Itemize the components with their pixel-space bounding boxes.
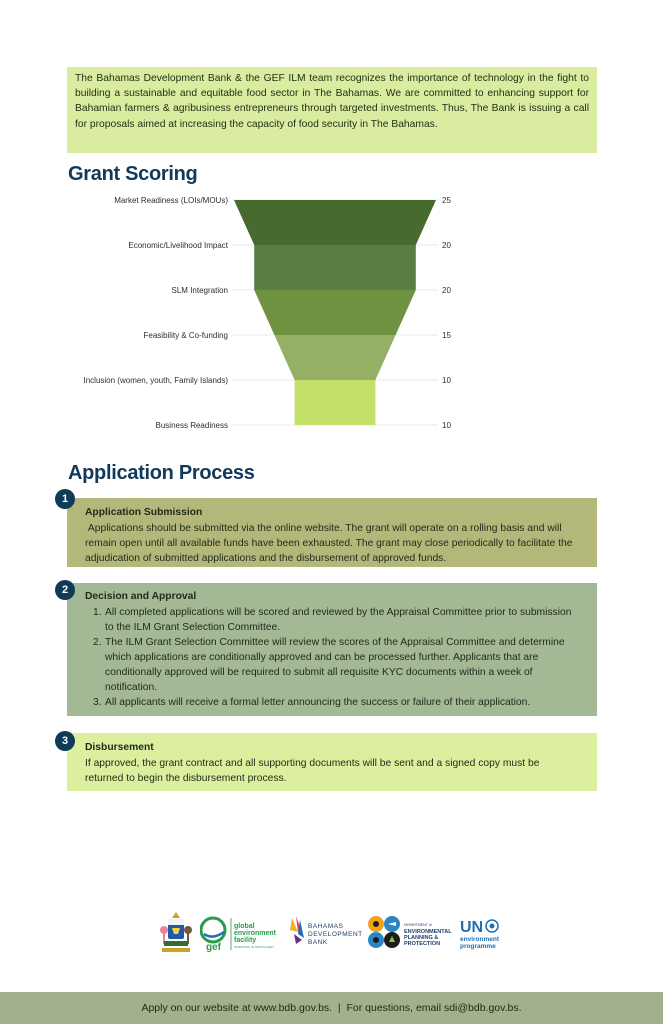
step-number-badge: 2	[55, 580, 75, 600]
un-line1: environment	[460, 936, 500, 943]
gef-line1: global	[234, 923, 255, 930]
bdb-line3: BANK	[308, 939, 328, 946]
step-application-submission	[67, 498, 597, 567]
un-environment-programme-logo	[458, 910, 508, 956]
bahamas-development-bank-logo	[286, 910, 364, 956]
list-item	[93, 635, 579, 695]
partner-logos	[158, 910, 508, 956]
list-number: 3.	[93, 697, 102, 708]
funnel-segment	[274, 335, 395, 380]
grant-scoring-funnel-chart	[0, 190, 663, 435]
step-heading: Decision and Approval	[85, 591, 197, 602]
step-number-badge: 3	[55, 731, 75, 751]
depp-line2: ENVIRONMENTAL	[404, 929, 452, 935]
value-label: 20	[442, 241, 451, 250]
funnel-segment	[254, 290, 416, 335]
un-line2: programme	[460, 943, 496, 950]
un-short: UN	[460, 919, 484, 936]
step-disbursement	[67, 733, 597, 791]
list-text: All completed applications will be scored and reviewed by the Appraisal Committee prior to submission to the ILM Grant Selection Committee.	[105, 607, 572, 633]
list-number: 1.	[93, 607, 102, 618]
step-heading: Disbursement	[85, 742, 154, 753]
category-label: Business Readiness	[155, 421, 228, 430]
value-label: 20	[442, 286, 451, 295]
bahamas-coat-of-arms-logo	[158, 910, 194, 956]
gef-line2: environment	[234, 930, 277, 937]
depp-line1: DEPARTMENT of	[404, 923, 432, 927]
bdb-line2: DEVELOPMENT	[308, 931, 363, 938]
funnel-segment	[295, 380, 376, 425]
category-label: Inclusion (women, youth, Family Islands)	[83, 376, 228, 385]
category-label: SLM Integration	[171, 286, 228, 295]
step-decision-and-approval	[67, 583, 597, 716]
list-text: The ILM Grant Selection Committee will review the scores of the Appraisal Committee and determine which applications are conditionally approved and can be processed further. Applicants that are conditionally approved will be required to submit all requisite KYC documents within a week of notification.	[105, 637, 565, 693]
grant-scoring-title: Grant Scoring	[68, 163, 198, 185]
value-label: 10	[442, 421, 451, 430]
gef-short-text: gef	[206, 942, 221, 953]
gef-logo	[200, 910, 295, 956]
step-heading: Application Submission	[85, 507, 203, 518]
bdb-line1: BAHAMAS	[308, 923, 344, 930]
step-body: If approved, the grant contract and all supporting documents will be sent and a signed copy must be returned to begin the disbursement process.	[85, 758, 540, 784]
value-label: 10	[442, 376, 451, 385]
category-label: Market Readiness (LOIs/MOUs)	[114, 196, 228, 205]
intro-text-box	[67, 67, 597, 153]
footer-bar	[0, 992, 663, 1024]
footer-text: Apply on our website at www.bdb.gov.bs. | For questions, email sdi@bdb.gov.bs.	[141, 1002, 522, 1014]
value-label: 25	[442, 196, 451, 205]
depp-line3: PLANNING &	[404, 935, 439, 941]
step-number-badge: 1	[55, 489, 75, 509]
depp-line4: PROTECTION	[404, 941, 441, 947]
step-body: Applications should be submitted via the online website. The grant will operate on a rolling basis and will remain open until all available funds have been exhausted. The grant may close periodically to facilitate the adjudication of submitted applications and the disbursement of approved funds.	[85, 523, 576, 564]
department-environmental-planning-protection-logo	[366, 910, 458, 956]
step-list	[85, 605, 579, 710]
list-item	[93, 695, 579, 710]
gef-line3: facility	[234, 937, 257, 944]
list-text: All applicants will receive a formal letter announcing the success or failure of their application.	[105, 697, 531, 708]
intro-paragraph: The Bahamas Development Bank & the GEF ILM team recognizes the importance of technology in the fight to building a sustainable and equitable food sector in The Bahamas. We are committed to enhancing support for Bahamian farmers & agribusiness entrepreneurs through targeted investments. Thus, The Bank is issuing a call for proposals aimed at increasing the capacity of food security in The Bahamas.	[75, 73, 589, 130]
gef-tagline: INVESTING IN OUR PLANET	[234, 945, 275, 949]
category-label: Feasibility & Co-funding	[143, 331, 228, 340]
application-process-title: Application Process	[68, 462, 255, 484]
value-label: 15	[442, 331, 451, 340]
funnel-segment	[234, 200, 436, 245]
list-number: 2.	[93, 637, 102, 648]
list-item	[93, 605, 579, 635]
category-label: Economic/Livelihood Impact	[128, 241, 228, 250]
funnel-segment	[254, 245, 416, 290]
